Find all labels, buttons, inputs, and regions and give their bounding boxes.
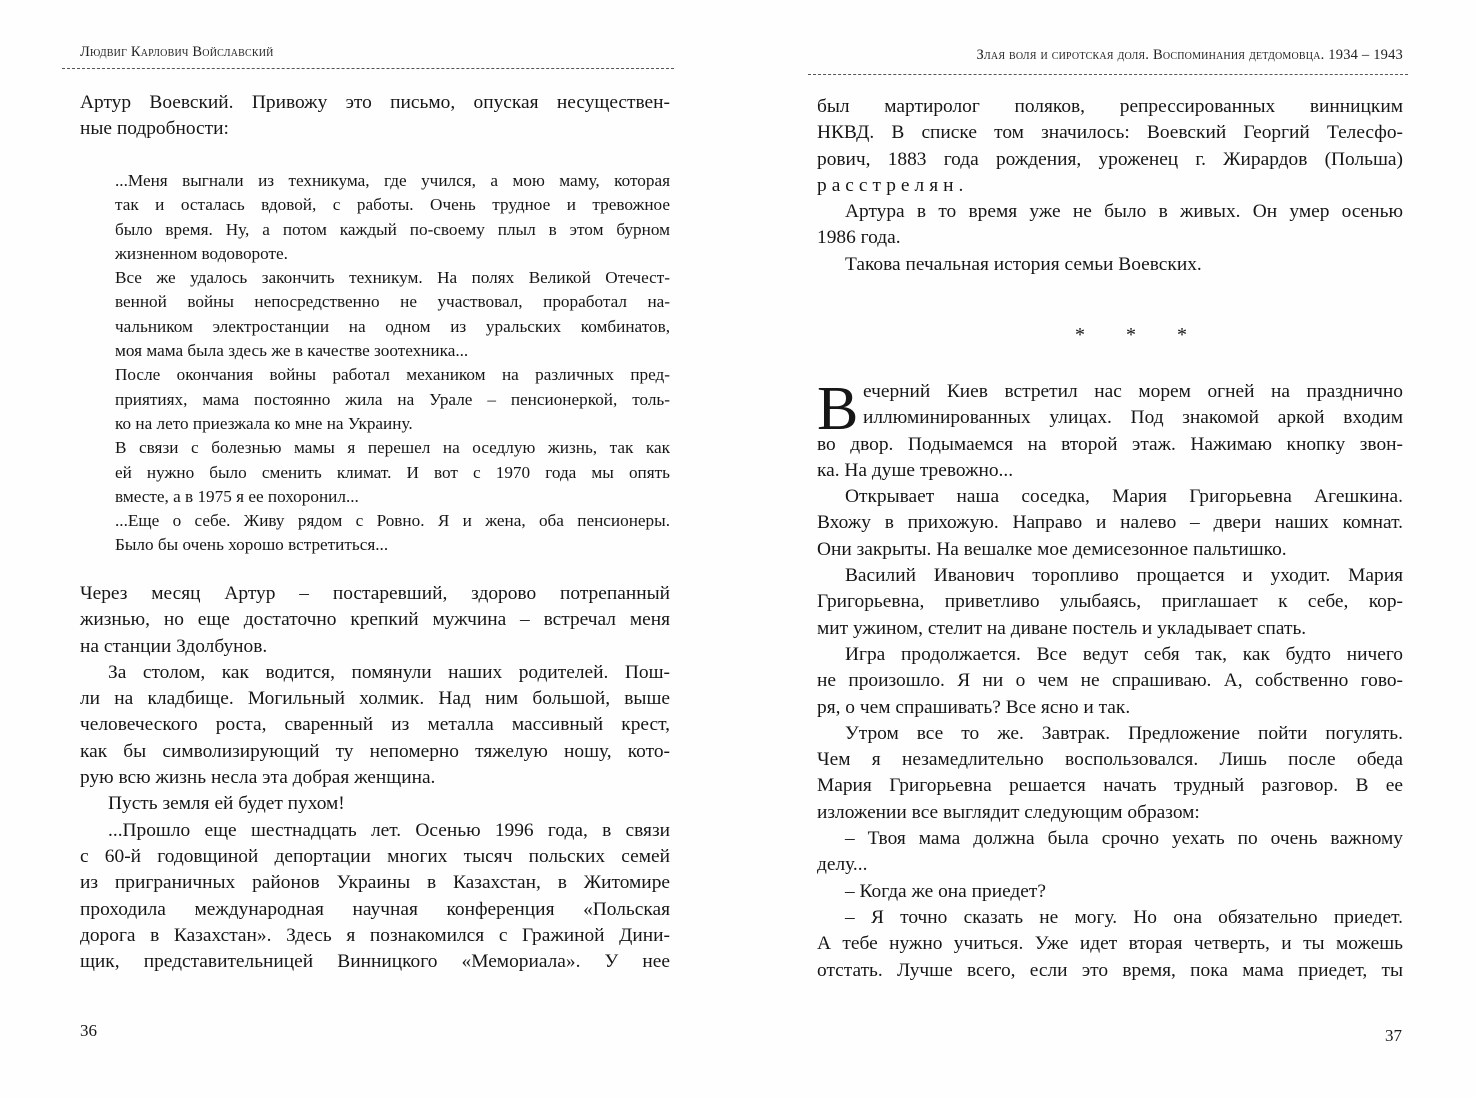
text-line: моя мама была здесь же в качестве зоотехника... bbox=[115, 341, 469, 361]
text-line: Артура в то время уже не было в живых. Он умер осенью bbox=[845, 201, 1403, 223]
text-line: изложении все выглядит следующим образом: bbox=[817, 801, 1200, 823]
text-line: из приграничных районов Украины в Казахстан, в Житомире bbox=[80, 872, 670, 894]
text-line: – Твоя мама должна была срочно уехать по очень важному bbox=[845, 828, 1403, 850]
drop-cap: В bbox=[817, 375, 859, 443]
text-line: Через месяц Артур – постаревший, здорово потрепанный bbox=[80, 583, 670, 604]
text-line: ...Прошло еще шестнадцать лет. Осенью 1996 года, в связи bbox=[108, 819, 670, 841]
text-line: венной войны непосредственно не участвовал, проработал на- bbox=[115, 292, 670, 312]
text-line: человеческого роста, сваренный из металла массивный крест, bbox=[80, 714, 670, 736]
text-line: с 60-й годовщиной депортации многих тысяч польских семей bbox=[80, 845, 670, 867]
text-line: расстрелян. bbox=[817, 174, 969, 196]
top-text bbox=[817, 94, 1403, 278]
text-line: Василий Иванович торопливо прощается и уходит. Мария bbox=[845, 565, 1403, 587]
text-line: А тебе нужно учиться. Уже идет вторая четверть, и ты можешь bbox=[817, 933, 1403, 955]
text-line: Игра продолжается. Все ведут себя так, как будто ничего bbox=[845, 643, 1403, 665]
text-line: проходила международная научная конференция «Польская bbox=[80, 898, 670, 920]
text-line: Пусть земля ей будет пухом! bbox=[108, 793, 345, 815]
running-head: Людвиг Карлович Войславский bbox=[80, 44, 274, 60]
text-line: приятиях, мама постоянно жила на Урале – пенсионеркой, толь- bbox=[115, 389, 670, 409]
text-line: было время. Ну, а потом каждый по-своему плыл в этом бурном bbox=[115, 219, 670, 239]
text-line: Вхожу в прихожую. Направо и налево – двери наших комнат. bbox=[817, 512, 1403, 534]
running-head: Злая воля и сиротская доля. Воспоминания детдомовца. 1934 – 1943 bbox=[976, 47, 1403, 63]
text-line: Григорьевна, приветливо улыбаясь, приглашает к себе, кор- bbox=[817, 591, 1403, 613]
text-line: ...Меня выгнали из техникума, где учился, а мою маму, которая bbox=[115, 171, 670, 190]
section-separator: * * * bbox=[1075, 324, 1205, 346]
text-line: В связи с болезнью мамы я перешел на оседлую жизнь, так как bbox=[115, 438, 670, 458]
text-line: был мартиролог поляков, репрессированных винницким bbox=[817, 96, 1403, 117]
text-line: рович, 1883 года рождения, уроженец г. Жирардов (Польша) bbox=[817, 148, 1403, 170]
text-line: отстать. Лучше всего, если это время, пока мама приедет, ты bbox=[817, 959, 1403, 981]
text-line: Такова печальная история семьи Воевских. bbox=[845, 253, 1202, 275]
text-line: жизнью, но еще достаточно крепкий мужчина – встречал меня bbox=[80, 609, 670, 631]
text-line: мит ужином, стелит на диване постель и укладывает спать. bbox=[817, 617, 1307, 639]
header-rule bbox=[62, 68, 674, 69]
text-line: на станции Здолбунов. bbox=[80, 635, 268, 657]
body-text bbox=[80, 581, 670, 975]
text-line: щик, представительницей Винницкого «Мемориала». У нее bbox=[80, 951, 670, 973]
text-line: ли на кладбище. Могильный холмик. Над ним большой, выше bbox=[80, 688, 670, 710]
quoted-letter bbox=[115, 169, 670, 558]
page-number: 37 bbox=[1385, 1026, 1402, 1045]
header-rule bbox=[808, 74, 1408, 75]
text-line: жизненном водовороте. bbox=[115, 243, 288, 263]
text-line: вместе, а в 1975 я ее похоронил... bbox=[115, 486, 359, 506]
text-line: ечерний Киев встретил нас морем огней на празднично bbox=[863, 381, 1403, 402]
text-line: – Я точно сказать не могу. Но она обязательно приедет. bbox=[845, 906, 1403, 928]
text-line: иллюминированных улицах. Под знакомой аркой входим bbox=[863, 407, 1403, 429]
text-line: ко на лето приезжала ко мне на Украину. bbox=[115, 413, 413, 433]
text-line: НКВД. В списке том значилось: Воевский Георгий Телесфо- bbox=[817, 122, 1403, 144]
text-line: Чем я незамедлительно воспользовался. Лишь после обеда bbox=[817, 749, 1403, 771]
text-line: так и осталась вдовой, с работы. Очень трудное и тревожное bbox=[115, 195, 670, 215]
text-line: ря, о чем спрашивать? Все ясно и так. bbox=[817, 696, 1131, 718]
text-line: чальником электростанции на одном из уральских комбинатов, bbox=[115, 316, 670, 336]
text-line: Все же удалось закончить техникум. На полях Великой Отечест- bbox=[115, 268, 670, 288]
text-line: 1986 года. bbox=[817, 227, 901, 249]
text-line: После окончания войны работал механиком на различных пред- bbox=[115, 365, 670, 385]
right-page bbox=[738, 0, 1476, 1098]
text-line: дорога в Казахстан». Здесь я познакомился с Гражиной Дини- bbox=[80, 924, 670, 946]
text-line: рую всю жизнь несла эта добрая женщина. bbox=[80, 767, 436, 789]
text-line: Артур Воевский. Привожу это письмо, опуская несуществен- bbox=[80, 92, 670, 113]
text-line: За столом, как водится, помянули наших родителей. Пош- bbox=[108, 661, 670, 683]
text-line: – Когда же она приедет? bbox=[845, 880, 1046, 902]
text-line: ные подробности: bbox=[80, 118, 229, 140]
text-line: не произошло. Я ни о чем не спрашиваю. А, собственно гово- bbox=[817, 670, 1403, 692]
text-line: как бы символизирующий ту непомерно тяжелую ношу, кото- bbox=[80, 740, 670, 762]
intro-text bbox=[80, 90, 670, 143]
text-line: ...Еще о себе. Живу рядом с Ровно. Я и жена, оба пенсионеры. bbox=[115, 511, 670, 531]
text-line: Они закрыты. На вешалке мое демисезонное пальтишко. bbox=[817, 538, 1287, 560]
chapter-text bbox=[817, 375, 1403, 984]
text-line: Открывает наша соседка, Мария Григорьевна Агешкина. bbox=[845, 486, 1403, 508]
text-line: Мария Григорьевна решается начать трудный разговор. В ее bbox=[817, 775, 1403, 797]
text-line: во двор. Подымаемся на второй этаж. Нажимаю кнопку звон- bbox=[817, 433, 1403, 455]
text-line: Утром все то же. Завтрак. Предложение пойти погулять. bbox=[845, 722, 1403, 744]
text-line: ка. На душе тревожно... bbox=[817, 459, 1014, 481]
text-line: ей нужно было сменить климат. И вот с 1970 года мы опять bbox=[115, 462, 670, 482]
text-line: делу... bbox=[817, 854, 868, 876]
text-line: Было бы очень хорошо встретиться... bbox=[115, 535, 389, 555]
page-number: 36 bbox=[80, 1021, 97, 1040]
